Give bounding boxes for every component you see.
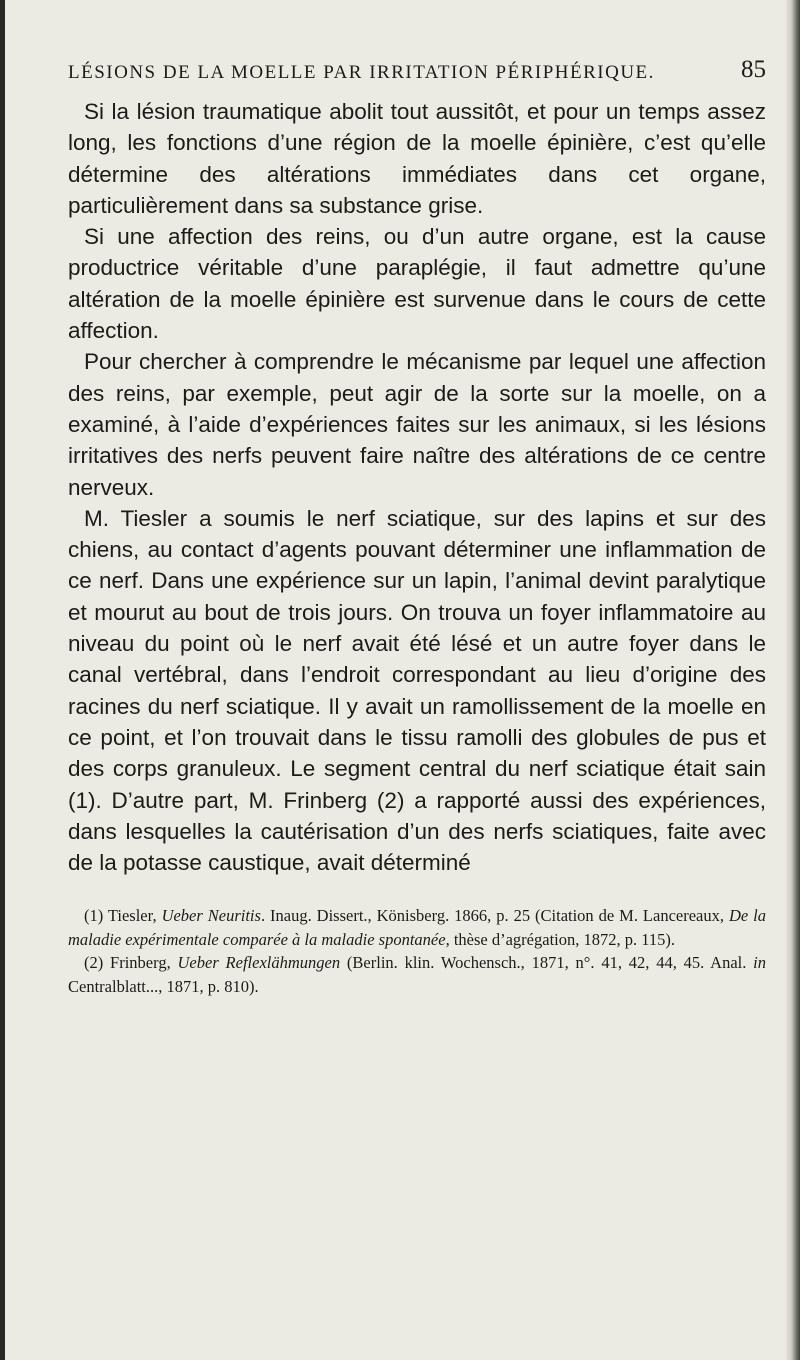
- footnote-2: [68, 951, 766, 998]
- page-number: 85: [741, 56, 766, 83]
- footnote-text: (2) Frinberg,: [84, 953, 178, 973]
- scan-left-shadow: [0, 0, 5, 1360]
- footnotes: [68, 904, 766, 998]
- footnote-text: , thèse d’agrégation, 1872, p. 115).: [445, 929, 675, 949]
- footnote-1: [68, 904, 766, 951]
- paragraph: M. Tiesler a soumis le nerf sciatique, sur des lapins et sur des chiens, au contact d’agents pouvant déterminer une inflammation de ce nerf. Dans une expérience sur un lapin, l’animal devint paralytique et mourut au bout de trois jours. On trouva un foyer inflammatoire au niveau du point où le nerf avait été lésé et un autre foyer dans le canal vertébral, dans l’endroit correspondant au lieu d’origine des racines du nerf sciatique. Il y avait un ramollissement de la moelle en ce point, et l’on trouvait dans le tissu ramolli des globules de pus et des corps granuleux. Le segment central du nerf sciatique était sain (1). D’autre part, M. Frinberg (2) a rapporté aussi des expériences, dans lesquelles la cautérisation d’un des nerfs sciatiques, faite avec de la potasse caustique, avait déterminé: [68, 505, 766, 876]
- footnote-text: (Berlin. klin. Wochensch., 1871, n°. 41, 42, 44, 45. Anal.: [340, 953, 754, 973]
- scan-right-edge: [786, 0, 800, 1360]
- footnote-text: Centralblatt..., 1871, p. 810).: [68, 976, 259, 996]
- footnote-text: (1) Tiesler,: [84, 906, 162, 926]
- footnote-italic: Ueber Reflexlähmungen: [177, 953, 341, 973]
- paragraph: Si la lésion traumatique abolit tout aussitôt, et pour un temps assez long, les fonctions d’une région de la moelle épinière, c’est qu’elle détermine des altérations immédiates dans cet organe, particulièrement dans sa substance grise.: [68, 99, 766, 218]
- footnote-text: . Inaug. Dissert., Könisberg. 1866, p. 25 (Citation de M. Lancereaux,: [260, 906, 729, 926]
- paragraph: Si une affection des reins, ou d’un autre organe, est la cause productrice véritable d’une paraplégie, il faut admettre qu’une altération de la moelle épinière est survenue dans le cours de cette affection.: [68, 224, 766, 344]
- book-page: [68, 56, 766, 998]
- footnote-italic: De la maladie expérimentale comparée à la maladie spontanée: [68, 906, 767, 949]
- running-title: LÉSIONS DE LA MOELLE PAR IRRITATION PÉRIPHÉRIQUE.: [68, 62, 655, 83]
- footnote-italic: Ueber Neuritis: [161, 906, 261, 926]
- running-head: [68, 56, 766, 88]
- footnote-italic: in: [753, 953, 767, 973]
- paragraph: Pour chercher à comprendre le mécanisme par lequel une affection des reins, par exemple, peut agir de la sorte sur la moelle, on a examiné, à l’aide d’expériences faites sur les animaux, si les lésions irritatives des nerfs peuvent faire naître des altérations de ce centre nerveux.: [68, 349, 766, 500]
- body-text: [68, 96, 766, 878]
